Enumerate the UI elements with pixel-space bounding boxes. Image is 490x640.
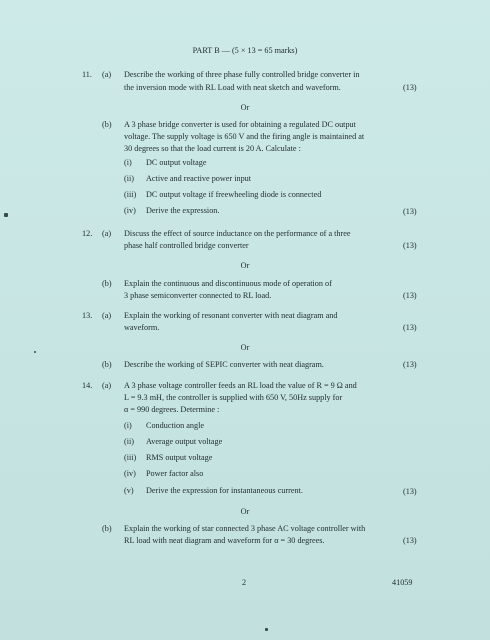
q13b-label: (b) <box>102 360 112 369</box>
q13a-label: (a) <box>102 311 112 320</box>
scan-speck <box>4 213 8 217</box>
q11b-item-num: (ii) <box>124 174 135 183</box>
q11b-line3: 30 degrees so that the load current is 20 A. Calculate : <box>124 144 301 153</box>
q11b-item-text: DC output voltage if freewheeling diode is connected <box>146 190 322 199</box>
q14a-line1: A 3 phase voltage controller feeds an RL load the value of R = 9 Ω and <box>124 381 357 390</box>
q14b-label: (b) <box>102 524 112 533</box>
q11b-marks: (13) <box>403 207 417 216</box>
q11b-item-text: Derive the expression. <box>146 206 220 215</box>
q12b-marks: (13) <box>403 291 417 300</box>
q14a-marks: (13) <box>403 487 417 496</box>
q14b-marks: (13) <box>403 536 417 545</box>
q12b-line2: 3 phase semiconverter connected to RL load. <box>124 291 272 300</box>
q13a-line1: Explain the working of resonant converter with neat diagram and <box>124 311 338 320</box>
q11b-label: (b) <box>102 120 112 129</box>
q14a-item-num: (v) <box>124 486 134 495</box>
q14a-item-text: Power factor also <box>146 469 204 478</box>
q13b-marks: (13) <box>403 360 417 369</box>
q11b-item-num: (iii) <box>124 190 137 199</box>
scan-speck <box>265 628 268 631</box>
part-header: PART B — (5 × 13 = 65 marks) <box>192 46 298 55</box>
q13-number: 13. <box>82 311 93 320</box>
q14a-line2: L = 9.3 mH, the controller is supplied with 650 V, 50Hz supply for <box>124 393 343 402</box>
q11b-line1: A 3 phase bridge converter is used for obtaining a regulated DC output <box>124 120 356 129</box>
q12-number: 12. <box>82 229 93 238</box>
q11b-item-num: (iv) <box>124 206 136 215</box>
scan-speck <box>34 351 36 353</box>
q13b-line1: Describe the working of SEPIC converter with neat diagram. <box>124 360 324 369</box>
q12b-line1: Explain the continuous and discontinuous mode of operation of <box>124 279 332 288</box>
q14a-item-text: RMS output voltage <box>146 453 213 462</box>
q14a-item-num: (ii) <box>124 437 135 446</box>
q11b-item-num: (i) <box>124 158 132 167</box>
or-separator: Or <box>240 507 250 516</box>
q14a-item-num: (i) <box>124 421 132 430</box>
q14a-item-num: (iv) <box>124 469 136 478</box>
q14a-item-text: Average output voltage <box>146 437 223 446</box>
q11b-item-text: DC output voltage <box>146 158 207 167</box>
q12a-line1: Discuss the effect of source inductance on the performance of a three <box>124 229 351 238</box>
q11a-line2: the inversion mode with RL Load with neat sketch and waveform. <box>124 83 341 92</box>
or-separator: Or <box>240 261 250 270</box>
q14a-item-text: Conduction angle <box>146 421 204 430</box>
q14a-item-text: Derive the expression for instantaneous current. <box>146 486 303 495</box>
q11a-line1: Describe the working of three phase fully controlled bridge converter in <box>124 70 360 79</box>
page-number: 2 <box>242 578 247 587</box>
q14-number: 14. <box>82 381 93 390</box>
or-separator: Or <box>240 343 250 352</box>
q11a-label: (a) <box>102 70 112 79</box>
q14b-line2: RL load with neat diagram and waveform for α = 30 degrees. <box>124 536 325 545</box>
q12b-label: (b) <box>102 279 112 288</box>
q12a-marks: (13) <box>403 241 417 250</box>
q14a-label: (a) <box>102 381 112 390</box>
q12a-line2: phase half controlled bridge converter <box>124 241 249 250</box>
or-separator: Or <box>240 103 250 112</box>
q11-number: 11. <box>82 70 92 79</box>
q12a-label: (a) <box>102 229 112 238</box>
q14b-line1: Explain the working of star connected 3 phase AC voltage controller with <box>124 524 366 533</box>
q13a-line2: waveform. <box>124 323 160 332</box>
q14a-line3: α = 990 degrees. Determine : <box>124 405 220 414</box>
paper-code: 41059 <box>392 578 413 587</box>
q11b-item-text: Active and reactive power input <box>146 174 252 183</box>
q11b-line2: voltage. The supply voltage is 650 V and the firing angle is maintained at <box>124 132 365 141</box>
q14a-item-num: (iii) <box>124 453 137 462</box>
q11a-marks: (13) <box>403 83 417 92</box>
q13a-marks: (13) <box>403 323 417 332</box>
